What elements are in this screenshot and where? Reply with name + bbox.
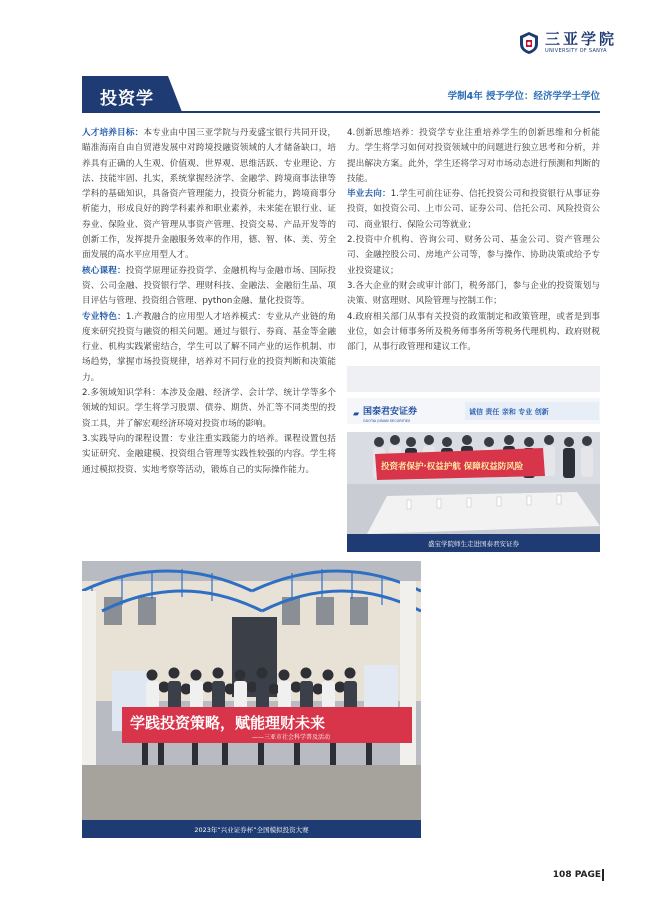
- right-text-column: [347, 126, 600, 355]
- photo-left-caption: 2023年“兴业证券杯”全国模拟投资大赛: [82, 820, 421, 838]
- career-heading: 毕业去向：: [347, 189, 391, 200]
- section-rule: [82, 111, 600, 113]
- feature-heading: 专业特色：: [82, 311, 126, 322]
- svg-text:▰: ▰: [353, 409, 360, 418]
- sign-company-en: GUOTAI JUNAN SECURITIES: [363, 419, 411, 423]
- sign-slogan: 诚信 责任 亲和 专业 创新: [469, 408, 549, 416]
- university-logo: [518, 28, 638, 58]
- left-text-column: [82, 126, 336, 478]
- career-2: 2.投资中介机构、咨询公司、财务公司、基金公司、资产管理公司、金融控股公司、房地产公司等，参与操作、协助决策或给予专业投资建议；: [347, 235, 600, 276]
- visit-banner-text: 投资者保护·权益护航 保障权益防风险: [381, 462, 524, 472]
- degree-info: 学制4年 授予学位：经济学学士学位: [447, 91, 600, 102]
- section-title: 投资学: [100, 89, 154, 109]
- logo-english-name: UNIVERSITY OF SANYA: [545, 48, 607, 54]
- sign-company-name: 国泰君安证券: [363, 407, 418, 417]
- page-number: 108 PAGE: [552, 870, 601, 880]
- goal-paragraph: [82, 126, 336, 264]
- core-text: 投资学原理证券投资学、金融机构与金融市场、国际投资、公司金融、投资银行学、理财科技、金融法、金融衍生品、项目评估与管理、投资组合管理、python金融、量化投资等。: [82, 265, 336, 307]
- university-emblem-icon: [518, 31, 540, 55]
- photo-securities-visit-image: [347, 366, 600, 552]
- feature-paragraph: [82, 310, 336, 386]
- feature-3: 3.实践导向的课程设置：专业注重实践能力的培养。课程设置包括实证研究、金融建模、投资组合管理等实践性较强的内容。学生将通过模拟投资、实地考察等活动，锻炼自己的实际操作能力。: [82, 433, 336, 475]
- competition-banner-main: 学践投资策略，赋能理财未来: [130, 714, 326, 732]
- feature-2: 2.多领域知识学科：本涉及金融、经济学、会计学、统计学等多个领域的知识。学生将学习股票、债券、期货、外汇等不同类型的投资工具，并了解宏观经济环境对投资市场的影响。: [82, 388, 336, 429]
- competition-banner-sub: ——三亚市社会科学普及活动: [252, 734, 331, 741]
- photo-securities-visit: [347, 366, 600, 552]
- feature-4: 4.创新思维培养：投资学专业注重培养学生的创新思维和分析能力。学生将学习如何对投资领域中的问题进行独立思考和分析，并提出解决方案。此外，学生还将学习对市场动态进行预测和判断的技能。: [347, 128, 600, 184]
- goal-text: 本专业由中国三亚学院与丹麦盛宝银行共同开设，瞄准海南自由自贸港发展中对跨境投融资领域的人才储备缺口，培养具有正确的人生观、价值观、世界观、思维活跃、专业理论、方法、技能牢固、扎实，系统掌握经济学、金融学、跨境商事法律等学科的基础知识，具备资产管理能力，投资分析能力，跨境商事分析能力，形成良好的跨学科素养和职业素养，未来能在银行业、证券业、保险业、资产管理从事资产管理、投资交易、产品开发等的创新工作，发挥提升金融服务效率的作用，德、智、体、美、劳全面发展的高水平应用型人才。: [82, 128, 336, 261]
- core-heading: 核心课程：: [82, 265, 126, 276]
- goal-heading: 人才培养目标：: [82, 128, 144, 138]
- career-paragraph: [347, 187, 600, 233]
- feature-1: 1.产教融合的应用型人才培养模式：专业从产业链的角度来研究投资与融资的相关问题。通过与银行、券商、基金等金融行业、机构实践紧密结合，学生可以了解不同产业的运作机制、市场趋势，掌握市场投资规律，培养对不同行业的投资判断和决策能力。: [82, 311, 336, 383]
- photo-competition-image: [82, 561, 421, 838]
- logo-chinese-name: 三亚学院: [545, 30, 618, 48]
- page-number-bar: [602, 869, 604, 881]
- career-4: 4.政府相关部门从事有关投资的政策制定和政策管理，或者是到事业位，如会计师事务所及税务师事务所等税务代理机构、政府财税部门，从事行政管理和建议工作。: [347, 311, 600, 353]
- photo-competition: [82, 561, 421, 838]
- photo-right-caption: 盛宝学院师生走进国泰君安证券: [347, 534, 600, 552]
- career-3: 3.各大企业的财会或审计部门，税务部门，参与企业的投资策划与决策、财富理财、风险管理与控制工作；: [347, 280, 600, 307]
- career-1: 1.学生可前往证券、信托投资公司和投资银行从事证券投资，如投资公司、上市公司、证券公司、信托公司、风险投资公司、商业银行、保险公司等就业；: [347, 189, 600, 230]
- core-paragraph: [82, 264, 336, 310]
